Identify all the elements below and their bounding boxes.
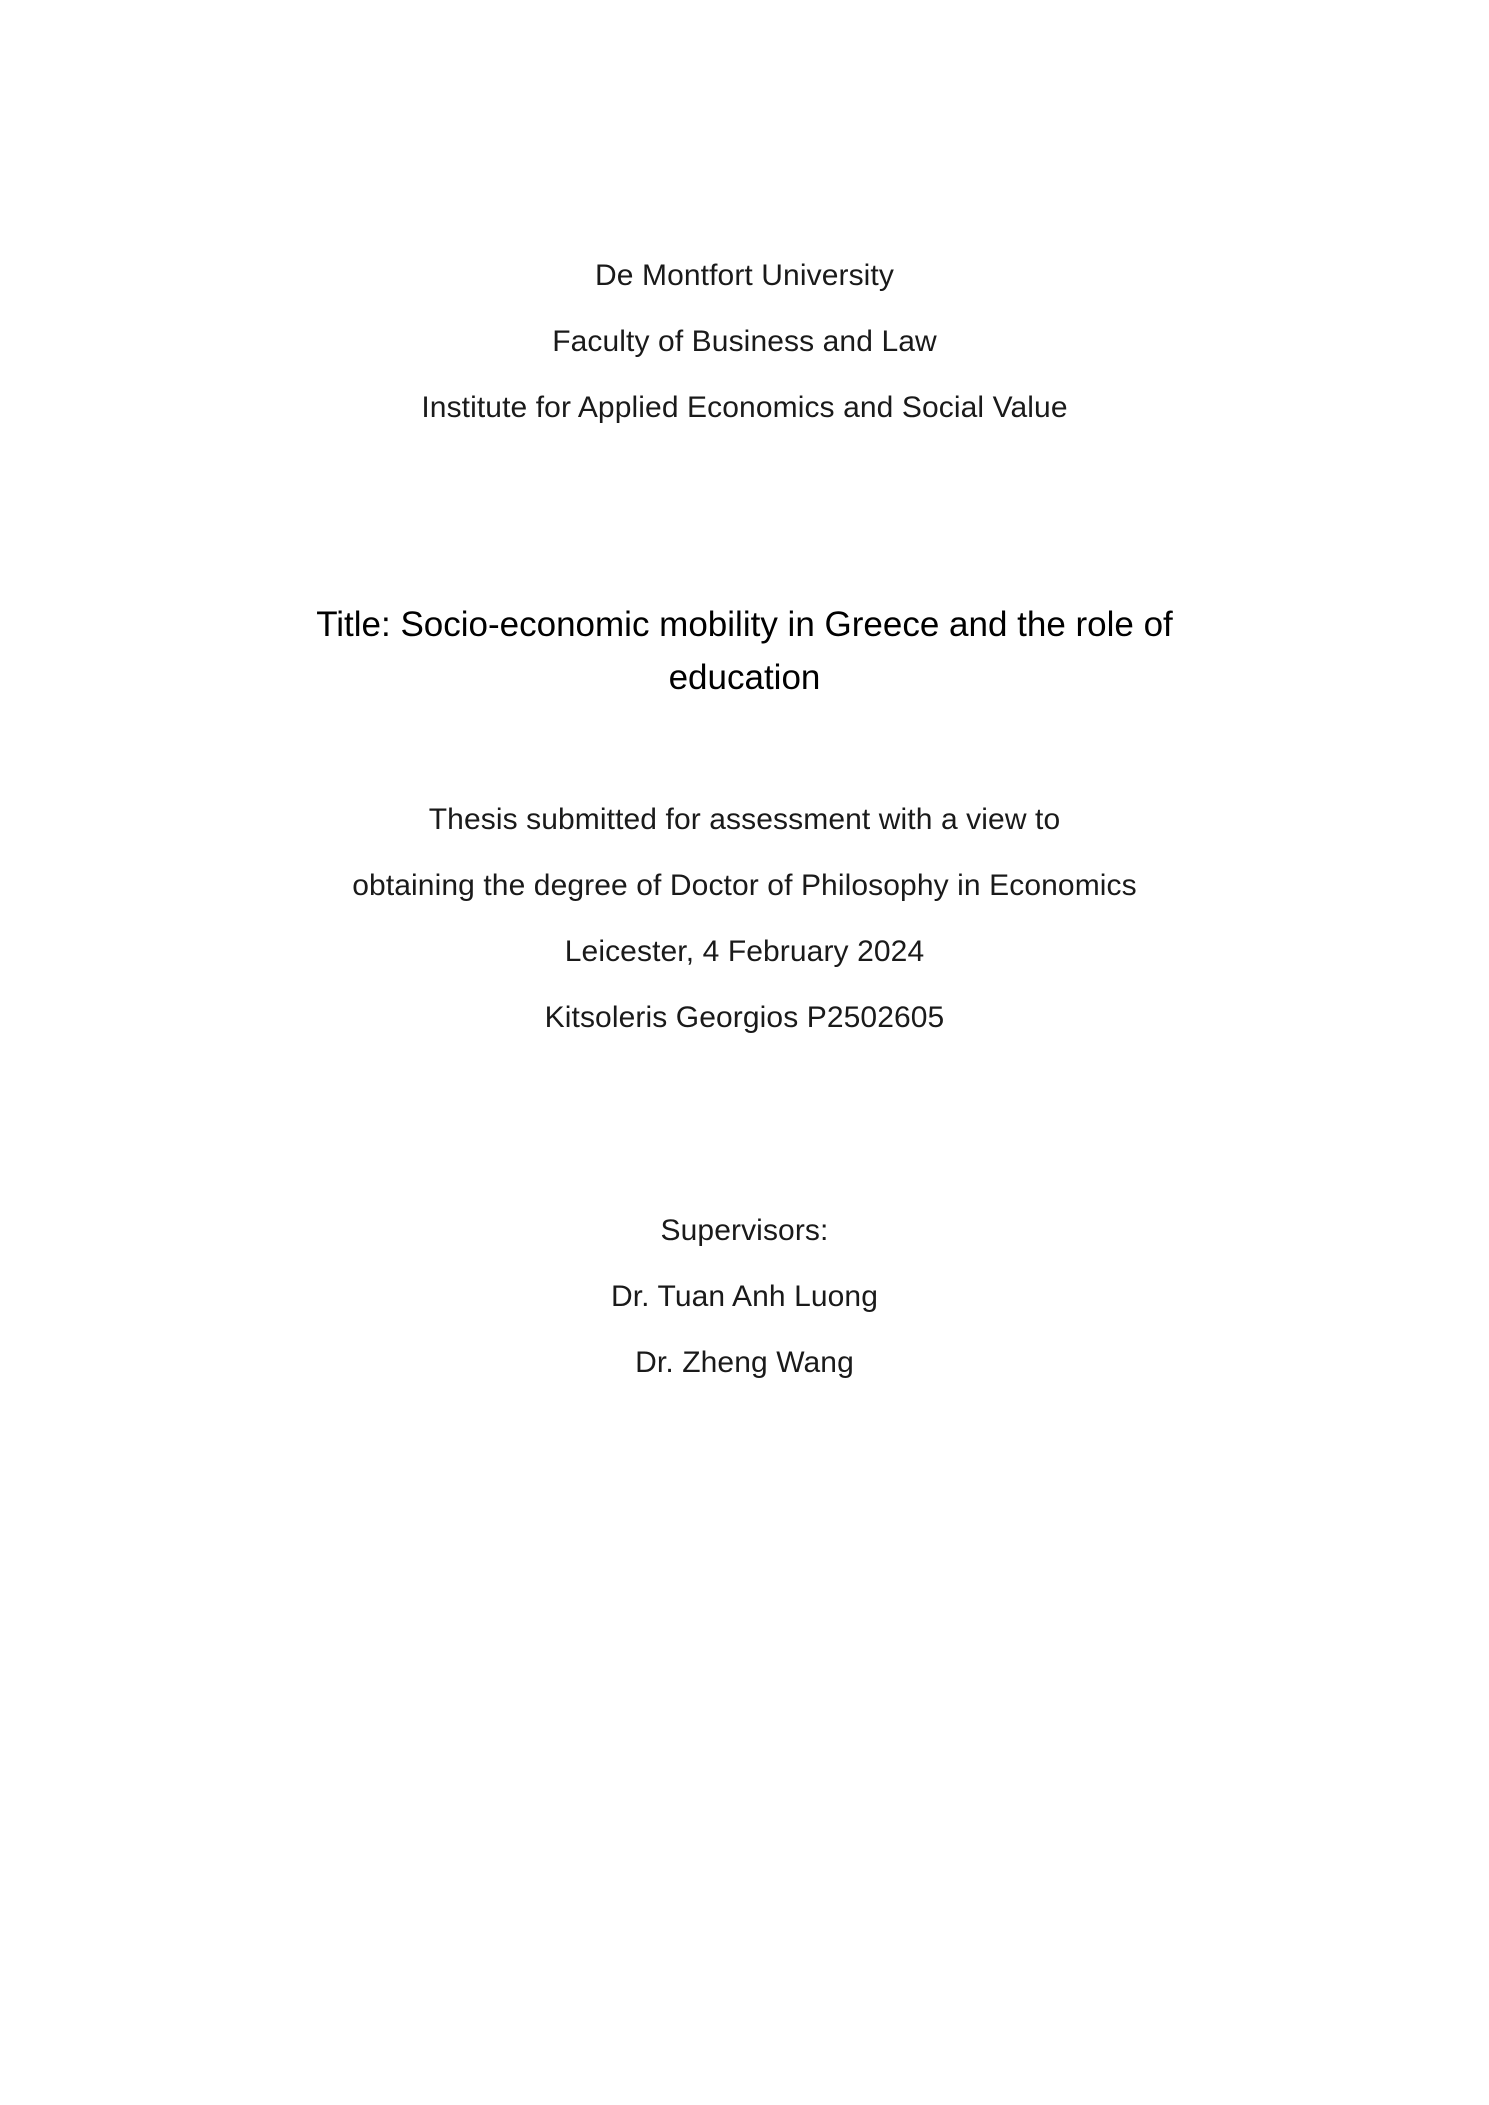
supervisor-name: Dr. Tuan Anh Luong: [610, 1280, 878, 1313]
submission-line-2: obtaining the degree of Doctor of Philosophy in Economics: [352, 869, 1137, 902]
supervisor-name: Dr. Zheng Wang: [635, 1346, 854, 1379]
submission-line-1: Thesis submitted for assessment with a view to: [428, 803, 1061, 836]
author-name-id: Kitsoleris Georgios P2502605: [544, 1001, 945, 1034]
institute-name: Institute for Applied Economics and Social Value: [421, 391, 1068, 424]
university-name: De Montfort University: [595, 259, 894, 292]
faculty-name: Faculty of Business and Law: [552, 325, 937, 358]
supervisors-heading: Supervisors:: [660, 1214, 829, 1247]
place-and-date: Leicester, 4 February 2024: [564, 935, 925, 968]
thesis-title: Title: Socio-economic mobility in Greece and the role of education: [316, 605, 1173, 697]
